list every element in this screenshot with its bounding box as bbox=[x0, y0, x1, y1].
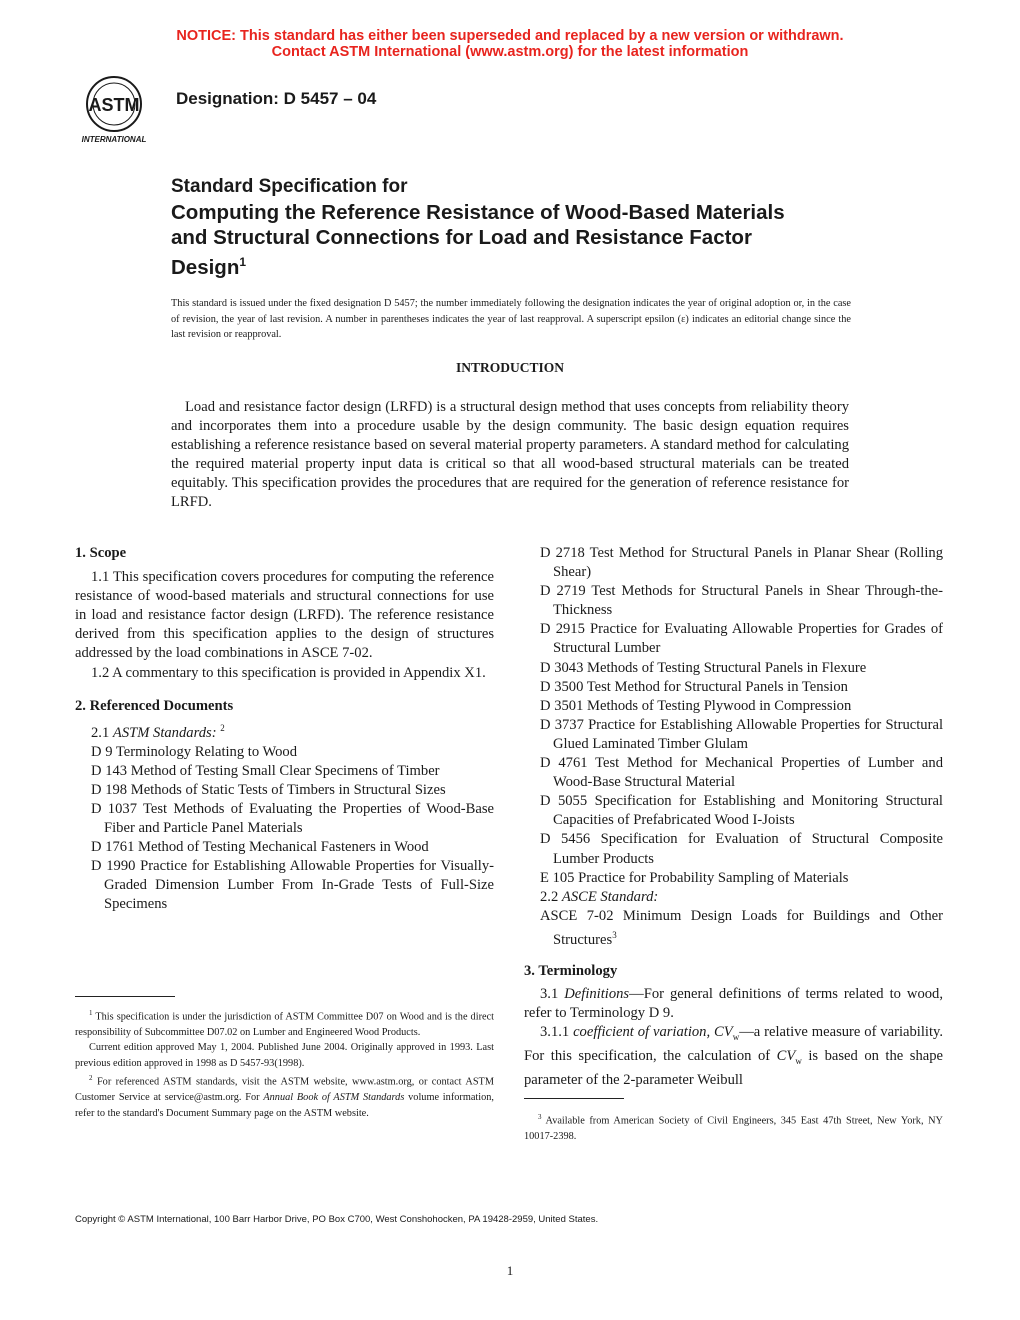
list-item: D 3501 Methods of Testing Plywood in Compression bbox=[540, 697, 852, 714]
introduction-text: Load and resistance factor design (LRFD) is a structural design method that uses concepts from reliability theory and incorporates them into a procedure usable by the design community. The basic design equation requires establishing a reference resistance based on several material property parameters. A standard method for calculating the required material property input data is critical so that all wood-based structural materials can be treated equitably. This specification provides the procedures that are required for the generation of reference resistance for LRFD. bbox=[171, 399, 849, 510]
left-column bbox=[75, 544, 494, 915]
issued-note: This standard is issued under the fixed designation D 5457; the number immediately following the designation indicates the year of original adoption or, in the case of revision, the year of last revision. A number in parentheses indicates the year of last reapproval. A superscript epsilon (ε) indicates an editorial change since the last revision or reapproval. bbox=[171, 298, 851, 340]
page-number: 1 bbox=[506, 1263, 514, 1278]
list-item: D 198 Methods of Static Tests of Timbers in Structural Sizes bbox=[91, 781, 446, 798]
scope-heading: 1. Scope bbox=[75, 545, 127, 561]
referenced-left-list bbox=[75, 743, 494, 915]
list-item: D 3500 Test Method for Structural Panels in Tension bbox=[540, 678, 848, 695]
notice-line-2: Contact ASTM International (www.astm.org) for the latest information bbox=[271, 44, 749, 60]
list-item: D 9 Terminology Relating to Wood bbox=[91, 743, 298, 760]
terminology-p2: 3.1.1 coefficient of variation, $CV_w—a$ relative measure of variability. For this specification, the calculation of $CV_w$ is based on the shape parameter of the 2-parameter Weibull bbox=[524, 1024, 943, 1089]
list-item: D 5456 Specification for Evaluation of Structural Composite Lumber Products bbox=[540, 831, 943, 867]
title-footnote-ref: 1 bbox=[239, 255, 247, 269]
footnotes-left bbox=[75, 1006, 494, 1121]
referenced-right-list bbox=[524, 544, 943, 888]
list-item: D 3043 Methods of Testing Structural Panels in Flexure bbox=[540, 659, 867, 676]
list-item: D 1990 Practice for Establishing Allowable Properties for Visually-Graded Dimension Lumber From In-Grade Tests of Full-Size Specimens bbox=[91, 858, 494, 913]
footnote-1b: Current edition approved May 1, 2004. Published June 2004. Originally approved in 1993. Last previous edition approved in 1998 as D 5457-93(1998). bbox=[75, 1042, 494, 1069]
list-item: D 2718 Test Method for Structural Panels in Planar Shear (Rolling Shear) bbox=[540, 545, 943, 581]
list-item: E 105 Practice for Probability Sampling of Materials bbox=[540, 869, 849, 886]
footnote-1: $^1$ This specification is under the jurisdiction of ASTM Committee D07 on Wood and is the direct responsibility of Subcommittee D07.02 on Lumber and Engineered Wood Products. bbox=[75, 1009, 494, 1038]
astm-logo bbox=[64, 74, 164, 146]
list-item: D 143 Method of Testing Small Clear Specimens of Timber bbox=[91, 762, 440, 779]
list-item: D 4761 Test Method for Mechanical Properties of Lumber and Wood-Base Structural Material bbox=[540, 755, 943, 791]
footnote-3: $^3$ Available from American Society of Civil Engineers, 345 East 47th Street, New York, NY 10017-2398. bbox=[524, 1113, 943, 1142]
logo-bottom-text: INTERNATIONAL bbox=[81, 135, 147, 144]
scope-p2: 1.2 A commentary to this specification is provided in Appendix X1. bbox=[91, 664, 486, 681]
scope-p1: 1.1 This specification covers procedures for computing the reference resistance of wood-based materials and structural connections for use in load and resistance factor design (LRFD). The reference resistance derived from this specification applies to the design of structures addressed by the load combinations in ASCE 7-02. bbox=[75, 569, 494, 662]
page-title bbox=[171, 200, 811, 280]
right-column bbox=[524, 544, 943, 1090]
terminology-heading: 3. Terminology bbox=[524, 962, 618, 979]
designation: Designation: D 5457 – 04 bbox=[176, 89, 377, 108]
title-text: Computing the Reference Resistance of Wood-Based Materials and Structural Connections for Load and Resistance Factor Design bbox=[171, 201, 785, 279]
list-item: D 5055 Specification for Establishing and Monitoring Structural Capacities of Prefabricated Wood I-Joists bbox=[540, 793, 943, 829]
list-item: D 3737 Practice for Establishing Allowable Properties for Structural Glued Laminated Timber Glulam bbox=[540, 716, 943, 752]
referenced-sub2: 2.2 ASCE Standard: bbox=[540, 888, 659, 905]
title-prefix: Standard Specification for bbox=[171, 176, 408, 197]
list-item: ASCE 7-02 Minimum Design Loads for Buildings and Other Structures$^3$ bbox=[540, 907, 943, 948]
notice-line-1: NOTICE: This standard has either been superseded and replaced by a new version or withdrawn. bbox=[176, 28, 844, 44]
referenced-heading: 2. Referenced Documents bbox=[75, 697, 234, 714]
logo-top-text: ASTM bbox=[88, 95, 140, 115]
copyright: Copyright © ASTM International, 100 Barr Harbor Drive, PO Box C700, West Conshohocken, PA 19428-2959, United States. bbox=[75, 1214, 599, 1225]
footnote-2: $^2$ For referenced ASTM standards, visit the ASTM website, www.astm.org, or contact ASTM Customer Service at service@astm.org. For Annual Book of ASTM Standards volume information, refer to the standard's Document Summary page on the ASTM website. bbox=[75, 1074, 495, 1119]
list-item: D 2915 Practice for Evaluating Allowable Properties for Grades of Structural Lumber bbox=[540, 621, 943, 657]
footnote-rule-right bbox=[524, 1098, 624, 1099]
list-item: D 1761 Method of Testing Mechanical Fasteners in Wood bbox=[91, 839, 429, 856]
list-item: D 2719 Test Methods for Structural Panels in Shear Through-the-Thickness bbox=[540, 583, 943, 619]
referenced-sub1: 2.1 ASTM Standards: $^2$ bbox=[91, 722, 225, 741]
terminology-p1: 3.1 Definitions—For general definitions of terms related to wood, refer to Terminology D 9. bbox=[524, 985, 943, 1022]
footnote-rule-left bbox=[75, 996, 175, 997]
list-item: D 1037 Test Methods of Evaluating the Properties of Wood-Base Fiber and Particle Panel Materials bbox=[91, 800, 494, 837]
introduction-heading: INTRODUCTION bbox=[455, 360, 564, 375]
